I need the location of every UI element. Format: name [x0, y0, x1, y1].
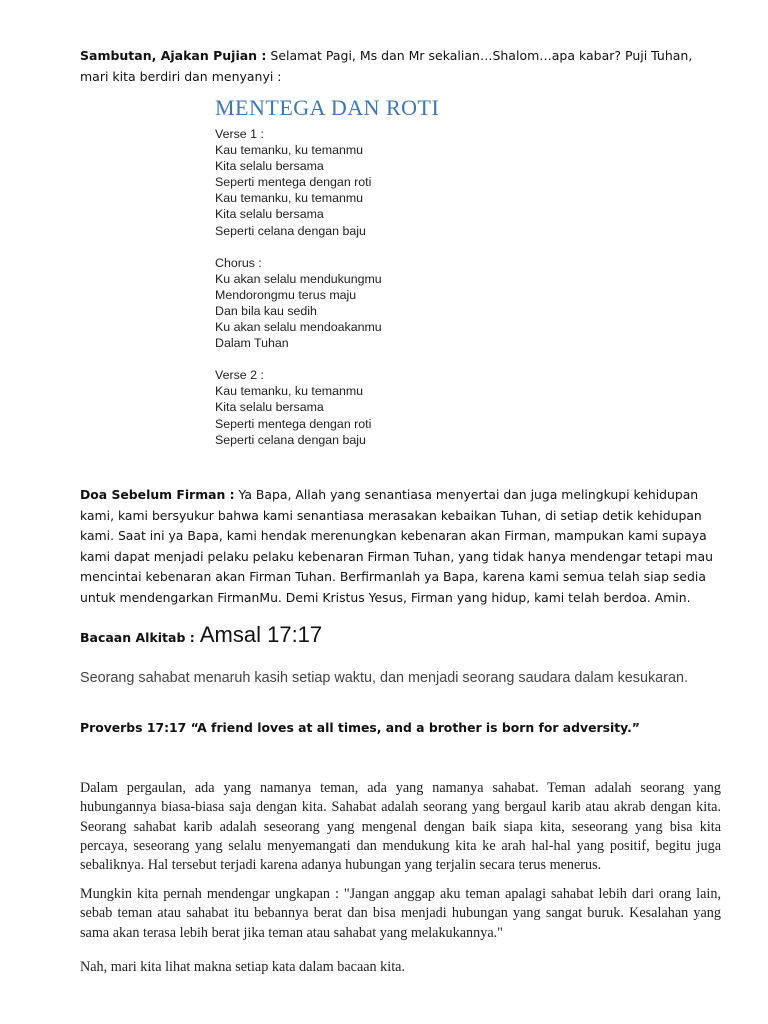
- stanza-verse-2: [215, 367, 635, 447]
- lyric-line: Seperti mentega dengan roti: [215, 416, 372, 431]
- stanza-heading: Chorus :: [215, 255, 262, 270]
- english-verse: Proverbs 17:17 “A friend loves at all times, and a brother is born for adversity.”: [80, 720, 640, 735]
- lyric-line: Seperti mentega dengan roti: [215, 175, 372, 190]
- body-paragraph: Dalam pergaulan, ada yang namanya teman, ada yang namanya sahabat. Teman adalah seorang yang hubungannya biasa-biasa saja dengan kita. Sahabat adalah seorang yang bergaul karib atau akrab dengan kita. Seorang sahabat karib adalah seseorang yang mengenal dengan baik siapa kita, seseorang yang bisa kita percaya, seseorang yang selalu menyemangati dan mendukung kita ke arah hal-hal yang positif, begitu juga sebaliknya. Hal tersebut terjadi karena adanya hubungan yang terjalin secara terus menerus.: [80, 780, 721, 874]
- lyric-line: Kau temanku, ku temanmu: [215, 191, 364, 206]
- bible-reading-heading: [80, 622, 720, 648]
- lyric-line: Mendorongmu terus maju: [215, 287, 357, 302]
- lyric-line: Dan bila kau sedih: [215, 303, 317, 318]
- prayer-label: Doa Sebelum Firman :: [80, 487, 235, 502]
- stanza-heading: Verse 2 :: [215, 368, 264, 383]
- prayer-text: Ya Bapa, Allah yang senantiasa menyertai dan juga melingkupi kehidupan kami, kami bersyukur bahwa kami senantiasa merasakan kebaikan Tuhan, di setiap detik kehidupan kami. Saat ini ya Bapa, kami hendak merenungkan kebenaran akan Firman, mampukan kami supaya kami dapat menjadi pelaku pelaku kebenaran Firman Tuhan, yang tidak hanya mendengar tetapi mau mencintai kebenaran akan Firman Tuhan. Berfirmanlah ya Bapa, karena kami semua telah siap sedia untuk mendengarkan FirmanMu. Demi Kristus Yesus, Firman yang hidup, kami telah berdoa. Amin.: [80, 487, 713, 605]
- lyric-line: Ku akan selalu mendukungmu: [215, 271, 382, 286]
- body-paragraph: Mungkin kita pernah mendengar ungkapan : "Jangan anggap aku teman apalagi sahabat lebih dari orang lain, sebab teman atau sahabat itu bebannya berat dan bisa menjadi hubungan yang sangat buruk. Kesalahan yang sama akan terasa lebih berat jika teman atau sahabat yang melakukannya.": [80, 886, 721, 941]
- prayer-paragraph: [80, 485, 720, 609]
- stanza-verse-1: [215, 126, 635, 239]
- lyric-line: Seperti celana dengan baju: [215, 432, 366, 447]
- lyric-line: Kita selalu bersama: [215, 159, 324, 174]
- intro-paragraph: [80, 45, 720, 87]
- stanza-chorus: [215, 255, 635, 352]
- intro-label: Sambutan, Ajakan Pujian :: [80, 48, 267, 63]
- lyric-line: Kau temanku, ku temanmu: [215, 384, 364, 399]
- song-title: MENTEGA DAN ROTI: [215, 95, 440, 120]
- reading-reference: Amsal 17:17: [199, 622, 323, 647]
- song-block: [215, 95, 635, 464]
- stanza-heading: Verse 1 :: [215, 127, 264, 141]
- reading-verse: Seorang sahabat menaruh kasih setiap waktu, dan menjadi seorang saudara dalam kesukaran.: [80, 670, 688, 686]
- intro-text: Selamat Pagi, Ms dan Mr sekalian…Shalom…apa kabar? Puji Tuhan, mari kita berdiri dan menyanyi :: [80, 48, 693, 84]
- lyric-line: Kita selalu bersama: [215, 400, 324, 415]
- lyric-line: Kau temanku, ku temanmu: [215, 143, 364, 158]
- body-paragraph: Nah, mari kita lihat makna setiap kata dalam bacaan kita.: [80, 959, 405, 975]
- lyric-line: Dalam Tuhan: [215, 336, 289, 351]
- lyric-line: Seperti celana dengan baju: [215, 223, 366, 238]
- lyric-line: Kita selalu bersama: [215, 207, 324, 222]
- lyric-line: Ku akan selalu mendoakanmu: [215, 320, 382, 335]
- reading-label: Bacaan Alkitab :: [80, 630, 195, 645]
